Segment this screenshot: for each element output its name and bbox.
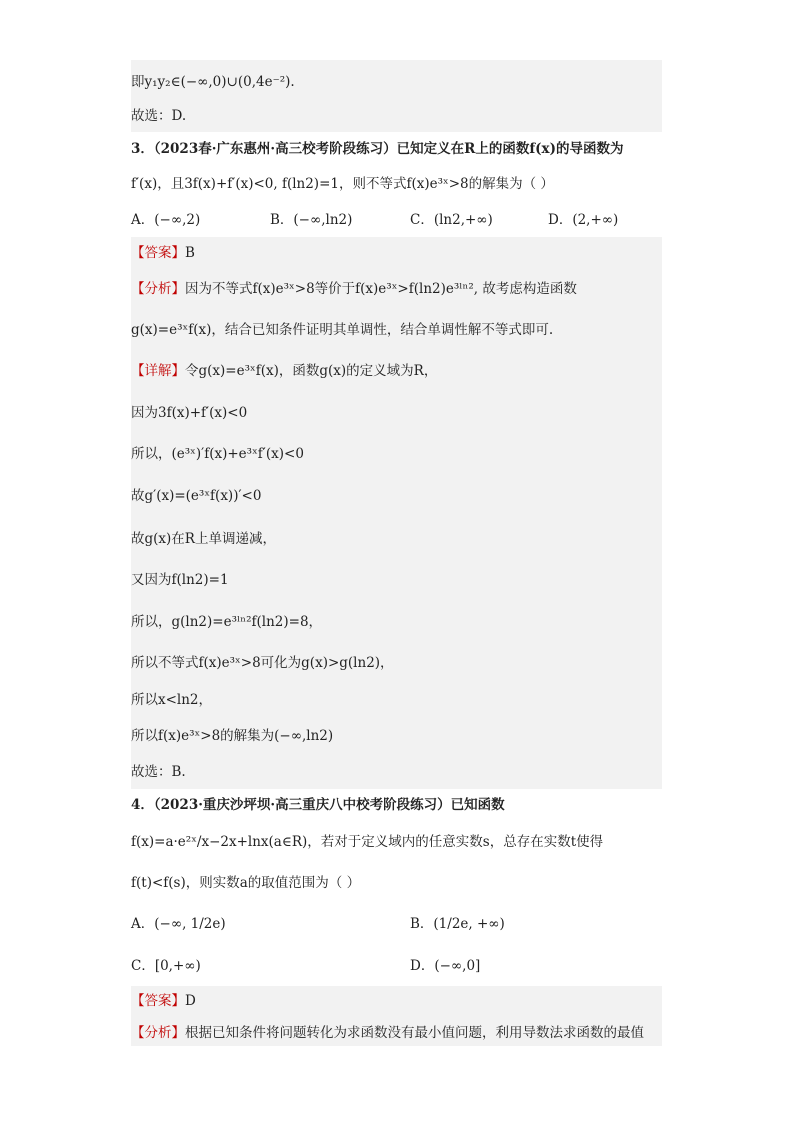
q4-stem-line3: f(t)<f(s)，则实数a的取值范围为（ ）	[131, 875, 361, 891]
q3-detail-tag: 【详解】	[131, 363, 185, 379]
q4-option-b: B．(1/2e, +∞)	[410, 916, 505, 932]
q3-detail-line5: 故g(x)在R上单调递减，	[131, 531, 276, 547]
q3-detail-line7: 所以，g(ln2)=e³ˡⁿ²f(ln2)=8，	[131, 614, 323, 630]
q4-analysis-line1	[131, 1023, 662, 1043]
q3-option-a: A．(−∞,2)	[131, 212, 201, 228]
prev-choose-line: 故选：D.	[131, 108, 187, 124]
q3-stem-text: 3．（2023春·广东惠州·高三校考阶段练习）已知定义在R上的函数f(x)的导函数为	[131, 141, 624, 157]
q3-detail-line10: 所以f(x)e³ˣ>8的解集为(−∞,ln2)	[131, 728, 334, 744]
q4-option-a: A．(−∞, 1/2e)	[131, 916, 226, 932]
q3-detail-line9: 所以x<ln2，	[131, 692, 213, 708]
q3-detail-line1	[131, 361, 662, 381]
q3-answer-value: B	[185, 245, 195, 261]
q4-stem-text: 4．（2023·重庆沙坪坝·高三重庆八中校考阶段练习）已知函数	[131, 797, 505, 813]
q3-detail-line8: 所以不等式f(x)e³ˣ>8可化为g(x)>g(ln2)，	[131, 655, 394, 671]
q3-answer-tag: 【答案】	[131, 245, 185, 261]
q3-detail-line6: 又因为f(ln2)=1	[131, 572, 229, 588]
q3-analysis-text1: 因为不等式f(x)e³ˣ>8等价于f(x)e³ˣ>f(ln2)e³ˡⁿ², 故考虑构造函数	[185, 281, 577, 297]
q3-option-c: C．(ln2,+∞)	[410, 212, 493, 228]
q4-answer-value: D	[185, 993, 196, 1009]
q4-stem-line1	[131, 795, 662, 815]
q3-analysis-line1	[131, 279, 662, 299]
q3-detail-line3: 所以，(e³ˣ)′f(x)+e³ˣf′(x)<0	[131, 446, 304, 462]
q3-analysis-line2: g(x)=e³ˣf(x)，结合已知条件证明其单调性，结合单调性解不等式即可.	[131, 322, 554, 338]
q3-detail-line2: 因为3f(x)+f′(x)<0	[131, 405, 248, 421]
q4-answer-tag: 【答案】	[131, 993, 185, 1009]
q3-stem-line2: f′(x)，且3f(x)+f′(x)<0, f(ln2)=1，则不等式f(x)e³ˣ>8的解集为（ ）	[131, 176, 554, 192]
q3-detail-text1: 令g(x)=e³ˣf(x)，函数g(x)的定义域为R，	[185, 363, 438, 379]
q3-option-d: D．(2,+∞)	[548, 212, 619, 228]
q3-detail-line4: 故g′(x)=(e³ˣf(x))′<0	[131, 488, 262, 504]
q3-answer-line	[131, 243, 662, 263]
q3-analysis-tag: 【分析】	[131, 281, 185, 297]
q4-analysis-tag: 【分析】	[131, 1025, 185, 1041]
q4-stem-line2: f(x)=a·e²ˣ/x−2x+lnx(a∈R)，若对于定义域内的任意实数s，总存在实数t使得	[131, 834, 604, 850]
q4-answer-line	[131, 991, 662, 1011]
q3-choose-line: 故选：B.	[131, 764, 186, 780]
q3-stem-line1	[131, 139, 662, 159]
prev-solution-line: 即y₁y₂∈(−∞,0)∪(0,4e⁻²).	[131, 74, 295, 90]
q4-option-d: D．(−∞,0]	[410, 958, 481, 974]
q4-analysis-text1: 根据已知条件将问题转化为求函数没有最小值问题，利用导数法求函数的最值	[185, 1025, 644, 1041]
q3-option-b: B．(−∞,ln2)	[270, 212, 353, 228]
q4-option-c: C．[0,+∞)	[131, 958, 201, 974]
